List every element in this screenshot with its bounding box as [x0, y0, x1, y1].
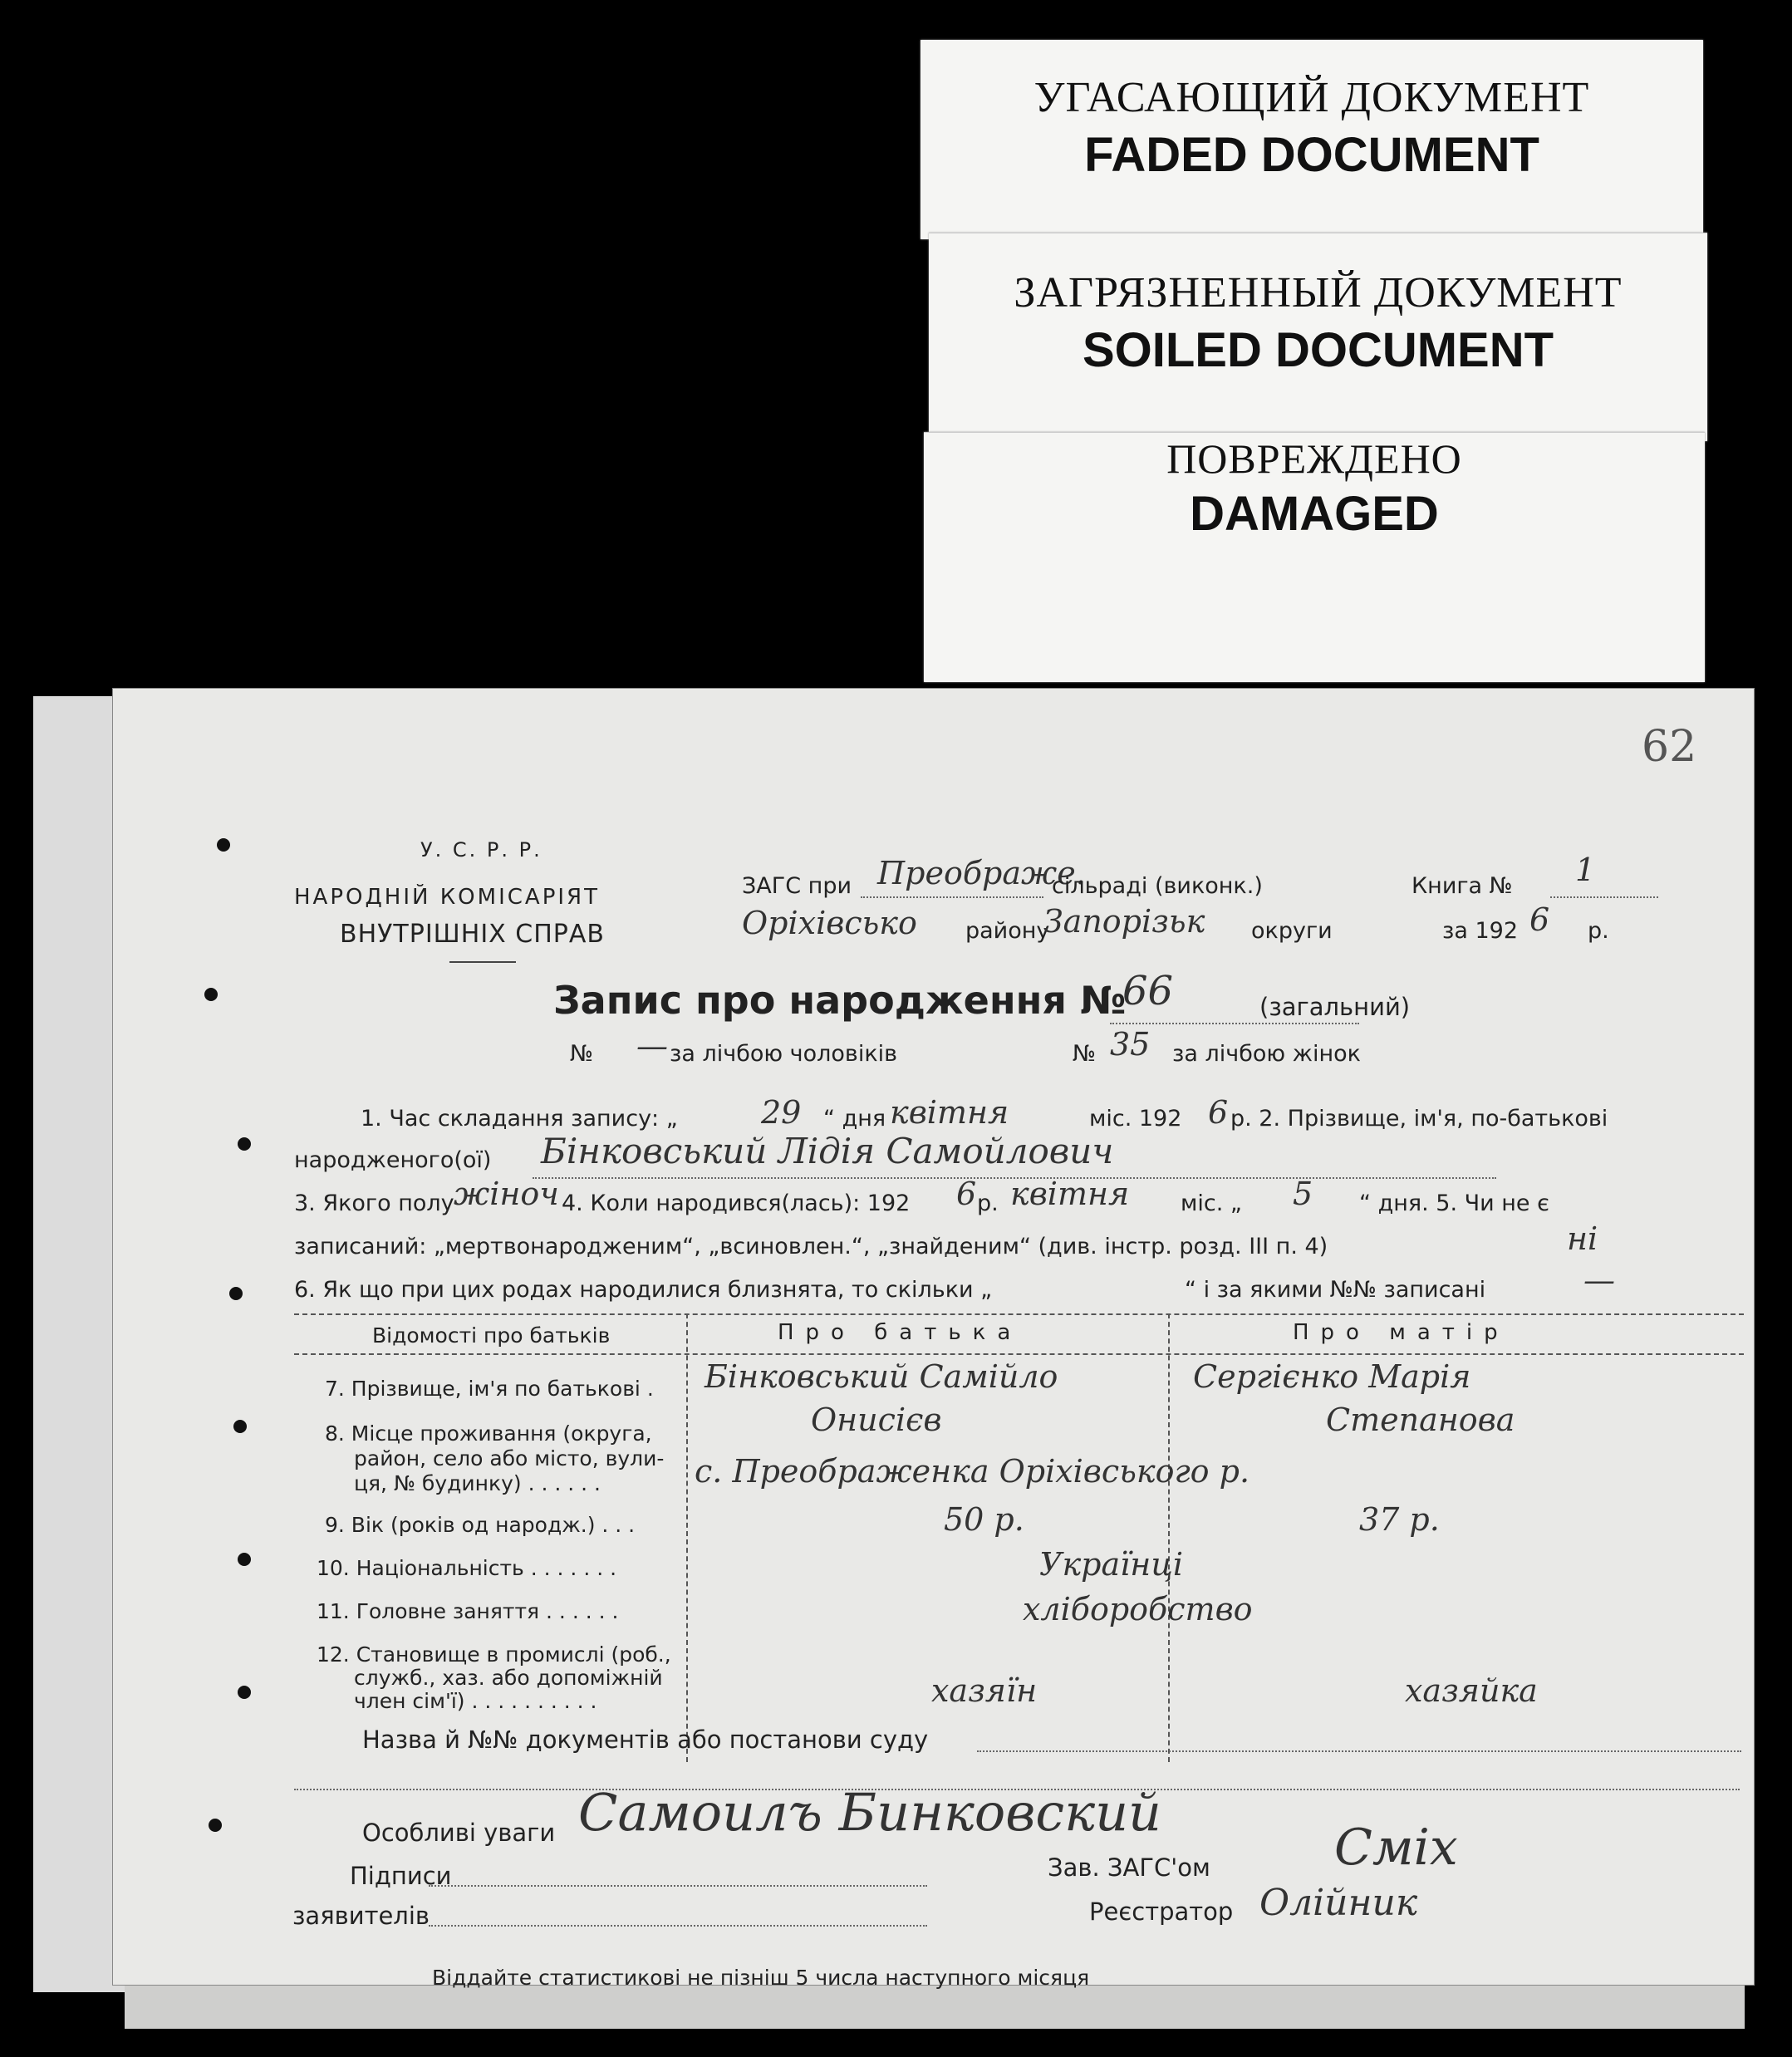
col-mother-header: Про матір [1293, 1320, 1510, 1345]
record-general: (загальний) [1259, 993, 1411, 1021]
residence-value: с. Преображенка Оріхівського р. [695, 1453, 1250, 1490]
sex-value: жіноч [454, 1176, 559, 1212]
newborn-label: народженого(ої) [294, 1147, 492, 1173]
year-value: 6 [1529, 901, 1550, 938]
binding-hole [238, 1137, 251, 1151]
row-status-line2: служб., хаз. або допоміжній [354, 1666, 663, 1690]
row-nationality: 10. Національність . . . . . . . [317, 1556, 617, 1580]
soiled-notice-ru: ЗАГРЯЗНЕННЫЙ ДОКУМЕНТ [1014, 269, 1623, 317]
father-status-value: хазяїн [931, 1672, 1038, 1709]
record-number-underline [1110, 1023, 1359, 1024]
row-status: 12. Становище в промислі (роб., [317, 1642, 671, 1667]
birth-record-page [112, 688, 1755, 1986]
field1-month-label: міс. 192 [1089, 1106, 1182, 1132]
district-value: Оріхівсько [742, 905, 917, 941]
book-value: 1 [1575, 852, 1596, 888]
twins-value: — [1583, 1262, 1615, 1299]
birth-month-value: квітня [1010, 1176, 1130, 1212]
record-month-value: квітня [890, 1094, 1009, 1131]
col-father-header: Про батька [778, 1320, 1023, 1345]
registrar-signature: Олійник [1259, 1882, 1418, 1924]
father-name-value: Бінковський Самійло [705, 1358, 1058, 1395]
record-day-value: 29 [761, 1094, 802, 1131]
documents-underline [977, 1750, 1741, 1752]
twins-numbers-label: “ і за якими №№ записані [1185, 1277, 1486, 1303]
stillborn-label: записаний: „мертвонародженим“, „всиновлен.“, „знайденим“ (див. інстр. розд. III п. 4) [294, 1234, 1328, 1259]
binding-hole [238, 1553, 251, 1566]
binding-hole [229, 1287, 243, 1300]
row-occupation: 11. Головне заняття . . . . . . [317, 1599, 619, 1623]
female-count-value: 35 [1110, 1026, 1151, 1063]
soiled-document-notice [929, 233, 1707, 441]
state-label: У. С. Р. Р. [420, 838, 543, 862]
zags-underline [861, 896, 1043, 898]
row-status-line3: член сім'ї) . . . . . . . . . . [354, 1689, 597, 1713]
damaged-document-notice [924, 432, 1705, 682]
documents-label: Назва й №№ документів або постанови суду [362, 1726, 929, 1754]
birth-year-value: 6 [956, 1176, 977, 1212]
table-top-rule [294, 1313, 1744, 1315]
table-divider-right [1168, 1313, 1170, 1762]
notes-label: Особливі уваги [362, 1819, 556, 1847]
male-count-value: — [636, 1028, 668, 1064]
head-signature: Сміх [1334, 1819, 1458, 1877]
notes-signature: Самоилъ Бинковский [578, 1782, 1161, 1843]
council-label: сільраді (виконк.) [1052, 873, 1263, 899]
birth-day-label: “ дня. 5. Чи не є [1359, 1191, 1549, 1216]
male-no-label: № [570, 1041, 594, 1067]
year-label: за 192 [1442, 918, 1519, 944]
binding-hole [204, 988, 218, 1001]
record-number: 66 [1122, 968, 1174, 1014]
nationality-value: Українці [1039, 1546, 1183, 1583]
okrug-value: Запорізьк [1043, 903, 1205, 940]
binding-hole [238, 1686, 251, 1699]
row-residence-line2: район, село або місто, вули- [354, 1446, 665, 1470]
faded-notice-ru: УГАСАЮЩИЙ ДОКУМЕНТ [1033, 74, 1590, 121]
newborn-name-value: Бінковський Лідія Самойлович [541, 1131, 1114, 1171]
mother-status-value: хазяйка [1405, 1672, 1538, 1709]
father-age-value: 50 р. [944, 1501, 1024, 1538]
applicant-sign-line [429, 1885, 927, 1887]
signatures-label: Підписи [350, 1862, 452, 1890]
damaged-notice-ru: ПОВРЕЖДЕНО [1166, 435, 1462, 482]
birth-day-value: 5 [1293, 1176, 1313, 1212]
head-label: Зав. ЗАГС'ом [1048, 1853, 1210, 1882]
birth-date-label: 4. Коли народився(лась): 192 [562, 1191, 911, 1216]
zags-label: ЗАГС при [742, 873, 852, 899]
ministry-line2: ВНУТРІШНІХ СПРАВ [340, 920, 605, 949]
mother-name-value: Сергієнко Марія [1193, 1358, 1471, 1395]
record-title: Запис про народження № [553, 978, 1127, 1023]
female-no-label: № [1073, 1041, 1097, 1067]
table-divider-left [686, 1313, 688, 1762]
birth-year-suffix: р. [977, 1191, 999, 1216]
row-age: 9. Вік (років од народж.) . . . [325, 1513, 636, 1537]
okrug-label: округи [1251, 918, 1333, 944]
binding-hole [233, 1420, 247, 1433]
field1-label: 1. Час складання запису: „ [361, 1106, 678, 1132]
sex-label: 3. Якого полу [294, 1191, 454, 1216]
row-residence-line3: ця, № будинку) . . . . . . [354, 1471, 601, 1495]
field1-day-label: “ дня [823, 1106, 886, 1132]
male-count-label: за лічбою чоловіків [670, 1041, 898, 1067]
year-suffix: р. [1588, 918, 1609, 944]
record-year-value: 6 [1208, 1094, 1229, 1131]
ministry-line1: НАРОДНІЙ КОМІСАРІЯТ [294, 885, 600, 910]
birth-month-label: міс. „ [1181, 1191, 1242, 1216]
col-info-header: Відомості про батьків [372, 1323, 611, 1348]
mother-age-value: 37 р. [1359, 1501, 1440, 1538]
table-header-rule [294, 1353, 1744, 1355]
female-count-label: за лічбою жінок [1172, 1041, 1361, 1067]
binding-hole [209, 1819, 222, 1832]
header-divider [449, 961, 516, 963]
applicants-label: заявителів [292, 1902, 430, 1930]
row-residence: 8. Місце проживання (округа, [325, 1421, 652, 1446]
faded-notice-en: FADED DOCUMENT [1084, 128, 1539, 182]
binding-hole [217, 838, 230, 852]
field2-label: р. 2. Прізвище, ім'я, по-батькові [1230, 1106, 1608, 1132]
registrar-label: Реєстратор [1089, 1897, 1234, 1926]
damaged-notice-en: DAMAGED [1190, 487, 1439, 541]
mother-patronymic-value: Степанова [1326, 1402, 1515, 1438]
twins-label: 6. Як що при цих родах народилися близнята, то скільки „ [294, 1277, 993, 1303]
faded-document-notice [921, 40, 1703, 239]
father-patronymic-value: Онисієв [811, 1402, 942, 1438]
zags-value: Преображе. [877, 855, 1086, 891]
soiled-notice-en: SOILED DOCUMENT [1082, 323, 1554, 377]
book-underline [1550, 896, 1658, 898]
page-number: 62 [1642, 722, 1697, 772]
stillborn-value: ні [1567, 1220, 1598, 1257]
book-label: Книга № [1412, 873, 1513, 899]
occupation-value: хліборобство [1023, 1591, 1253, 1627]
district-label: району [965, 918, 1050, 944]
bottom-instruction: Віддайте статистикові не пізніш 5 числа наступного місяця [432, 1966, 1090, 1990]
applicant-sign-line-2 [429, 1925, 927, 1927]
row-name: 7. Прізвище, ім'я по батькові . [325, 1377, 654, 1401]
